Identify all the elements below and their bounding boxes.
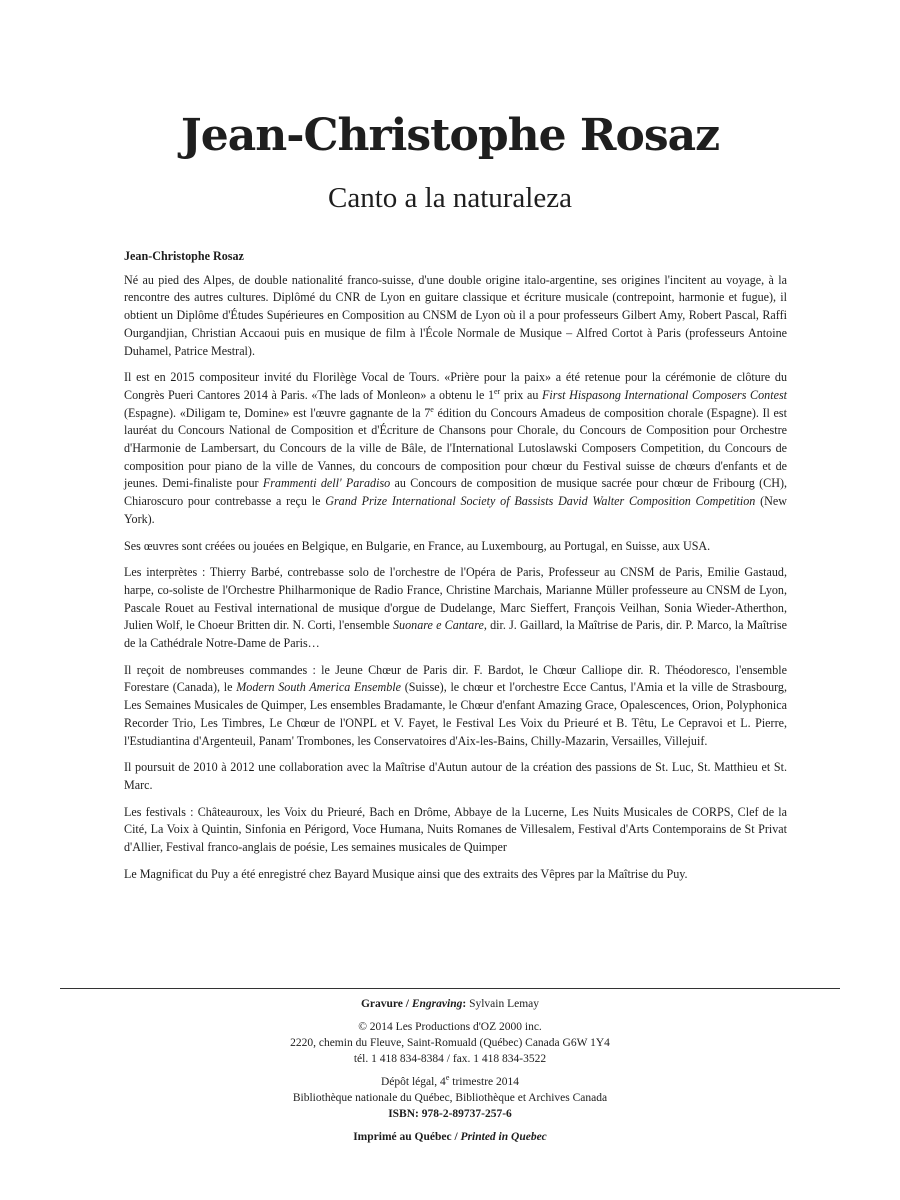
text-run: Les interprètes : Thierry Barbé, contrebasse solo de l'orchestre de l'Opéra de Paris, Professeur au CNSM de Paris, Emilie Gastaud, harpe, co-soliste de l'Orchestre Philharmonique de Radio France, Christine Marchais, Marianne Müller professeure au CNSM de Lyon, Pascale Rouet au Festival international de musique d'orgue de Dudelange, Marc Sieffert, François Veilhan, Sonia Wieder-Atherthon, Julien Wolf, le Choeur Britten dir. N. Corti, l'ensemble (124, 565, 787, 633)
text-run: Dépôt légal, 4 (380, 1076, 446, 1088)
legal-deposit-line (0, 1074, 900, 1090)
italic-run: Frammenti dell' Paradiso (262, 476, 391, 491)
text-run: trimestre 2014 (449, 1076, 519, 1088)
text-run: (Espagne). «Diligam te, Domine» est l'œuvre gagnante de la 7 (124, 405, 431, 420)
text-run: , dir. J. Gaillard, la Maîtrise de Paris, dir. P. Marco, la Maîtrise de la Cathédrale Notre-Dame de Paris… (124, 618, 787, 651)
bio-paragraph-awards (124, 369, 787, 528)
biography (124, 248, 787, 893)
address-line: 2220, chemin du Fleuve, Saint-Romuald (Québec) Canada G6W 1Y4 (290, 1037, 610, 1049)
composer-name: Jean-Christophe Rosaz (180, 110, 720, 161)
superscript: e (445, 1073, 450, 1083)
divider (60, 988, 840, 989)
printed-label-en: Printed in Quebec (460, 1131, 547, 1143)
text-run: prix au (500, 387, 543, 402)
text-run: au Concours de composition de musique sacrée pour chœur de Fribourg (CH), Chiaroscuro pour contrebasse a reçu le (124, 476, 788, 509)
libraries-line: Bibliothèque nationale du Québec, Bibliothèque et Archives Canada (292, 1092, 608, 1104)
printed-label-fr: Imprimé au Québec (353, 1131, 452, 1143)
colophon (0, 996, 900, 1145)
bio-paragraph-recordings: Le Magnificat du Puy a été enregistré chez Bayard Musique ainsi que des extraits des Vêpres par la Maîtrise du Puy. (124, 866, 688, 881)
bio-paragraph-commissions (124, 662, 787, 751)
work-title: Canto a la naturaleza (328, 182, 572, 214)
bio-paragraph-origins: Né au pied des Alpes, de double nationalité franco-suisse, d'une double origine italo-argentine, ses origines l'incitent au voyage, à la rencontre des autres cultures. Diplômé du CNR de Lyon en guitare classique et écriture musicale (contrepoint, harmonie et fugue), il obtient un Diplôme d'Études Supérieures en Composition au CNSM de Lyon où il a pour professeurs Gilbert Amy, Robert Pascal, Raffi Ourgandjian, Christian Accaoui puis en musique de film à l'École Normale de Musique – Alfred Cortot à Paris (professeurs Antoine Duhamel, Patrice Mestral). (124, 272, 787, 358)
separator: : (462, 998, 470, 1010)
text-run: (New York). (124, 494, 787, 526)
engraving-label-en: Engraving (411, 998, 463, 1010)
phone-line: tél. 1 418 834-8384 / fax. 1 418 834-3522 (353, 1053, 547, 1065)
italic-run: Grand Prize International Society of Bassists David Walter Composition Competition (325, 494, 756, 509)
printed-line (0, 1129, 900, 1145)
text-run: (Suisse), le chœur et l'orchestre Ecce Cantus, l'Amia et la ville de Strasbourg, Les Semaines Musicales de Quimper, Les ensembles Bradamante, le Chœur d'enfant Amazing Grace, Opalescences, Orion, Polyphonica Recorder Trio, Les Timbres, Le Chœur de l'ONPL et V. Fayet, le Festival Les Voix du Prieuré et B. Têtu, Le Cepravoi et L. Pierre, l'Estudiantina d'Argenteuil, Panam' Trombones, les Conservatoires d'Aix-les-Bains, Chilly-Mazarin, Versailles, Villejuif. (124, 680, 788, 748)
bio-paragraph-festivals: Les festivals : Châteauroux, les Voix du Prieuré, Bach en Drôme, Abbaye de la Lucerne, Les Nuits Musicales de CORPS, Clef de la Cité, La Voix à Quintin, Sinfonia en Périgord, Voce Humana, Nuits Romanes de Villesalem, Festival d'Arts Contemporains de St Privat d'Allier, Festival franco-anglais de poésie, Les semaines musicales de Quimper (124, 804, 787, 855)
text-run: Il est en 2015 compositeur invité du Florilège Vocal de Tours. «Prière pour la paix» a été retenue pour la cérémonie de clôture du Congrès Pueri Cantores 2014 à Paris. «The lads of Monleon» a obtenu le 1 (124, 370, 787, 402)
italic-run: Suonare e Cantare (393, 618, 484, 633)
italic-run: Modern South America Ensemble (236, 680, 402, 695)
engraver-name: Sylvain Lemay (469, 998, 540, 1010)
isbn-line: ISBN: 978-2-89737-257-6 (388, 1108, 512, 1120)
slash: / (451, 1131, 461, 1143)
superscript: er (494, 386, 501, 396)
superscript: e (430, 404, 434, 414)
bio-paragraph-collaboration: Il poursuit de 2010 à 2012 une collaboration avec la Maîtrise d'Autun autour de la création des passions de St. Luc, St. Matthieu et St. Marc. (124, 760, 787, 792)
slash: / (402, 998, 412, 1010)
text-run: édition du Concours Amadeus de composition chorale (Espagne). Il est lauréat du Concours National de Composition et d'Écriture de Chansons pour Chorale, du Concours de Composition pour Orchestre d'Harmonie de Lambersart, du Concours de la ville de Bâle, de l'International Lutoslawski Composers Competition, du Concours de composition pour piano de la ville de Vannes, du concours de composition pour chœur du Festival suisse de chœurs d'enfants et de jeunes. Demi-finaliste pour (124, 405, 787, 491)
italic-run: First Hispasong International Composers Contest (542, 387, 788, 402)
bio-heading: Jean-Christophe Rosaz (124, 249, 244, 263)
bio-paragraph-performers (124, 564, 787, 653)
bio-paragraph-countries: Ses œuvres sont créées ou jouées en Belgique, en Bulgarie, en France, au Luxembourg, au Portugal, en Suisse, aux USA. (124, 538, 711, 553)
engraving-label-fr: Gravure (360, 998, 403, 1010)
copyright-line: © 2014 Les Productions d'OZ 2000 inc. (358, 1021, 542, 1033)
engraving-credit (0, 996, 900, 1012)
text-run: Il reçoit de nombreuses commandes : le Jeune Chœur de Paris dir. F. Bardot, le Chœur Calliope dir. R. Théodoresco, l'ensemble Forestare (Canada), le (124, 662, 787, 695)
